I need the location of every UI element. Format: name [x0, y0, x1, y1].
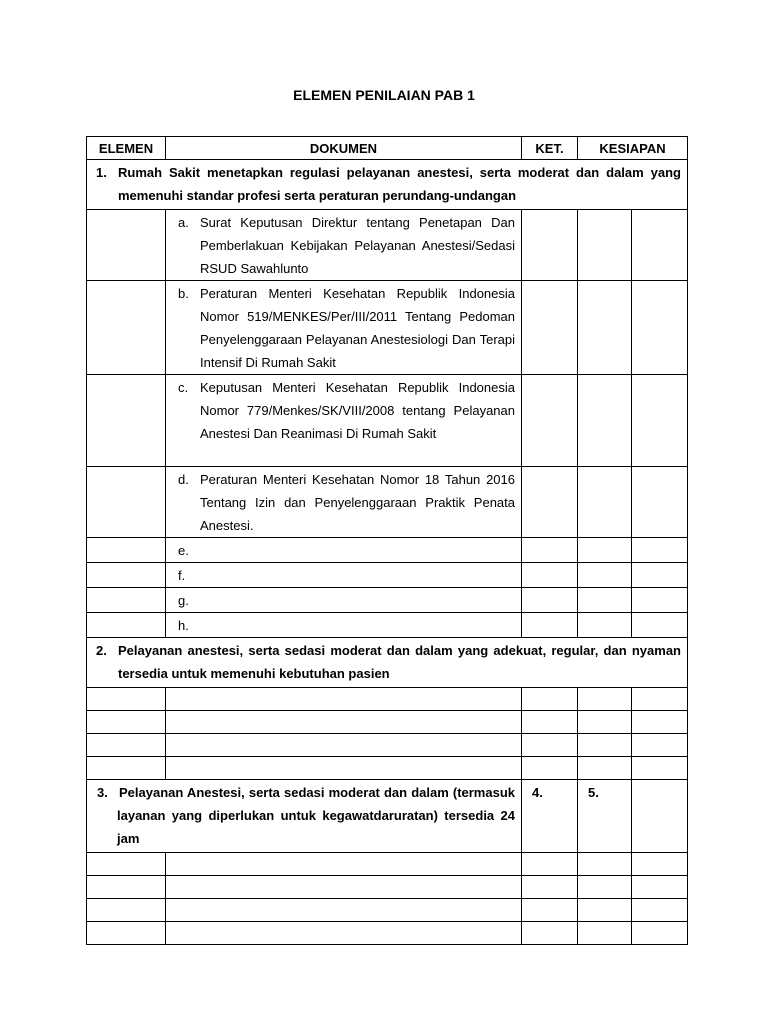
header-dokumen: DOKUMEN	[166, 137, 522, 160]
section-3-kesiapan: 5.	[578, 780, 632, 853]
document-row-g	[87, 588, 688, 613]
document-text: Peraturan Menteri Kesehatan Nomor 18 Tahun 2016 Tentang Izin dan Penyelenggaraan Praktik Penata Anestesi.	[200, 472, 515, 533]
empty-row	[87, 688, 688, 711]
section-3-cell	[87, 780, 522, 853]
empty-row	[87, 757, 688, 780]
document-letter: h.	[178, 618, 189, 633]
empty-row	[87, 876, 688, 899]
document-letter: e.	[178, 543, 189, 558]
header-row	[87, 137, 688, 160]
empty-row	[87, 899, 688, 922]
document-text: Peraturan Menteri Kesehatan Republik Indonesia Nomor 519/MENKES/Per/III/2011 Tentang Pedoman Penyelenggaraan Pelayanan Anestesiologi Dan Terapi Intensif Di Rumah Sakit	[200, 286, 515, 370]
document-text	[200, 589, 515, 612]
document-row-b	[87, 281, 688, 375]
assessment-table	[86, 136, 688, 945]
document-text: Surat Keputusan Direktur tentang Penetapan Dan Pemberlakuan Kebijakan Pelayanan Anestesi/Sedasi RSUD Sawahlunto	[200, 215, 515, 276]
document-row-c	[87, 375, 688, 467]
document-letter: d.	[178, 472, 189, 487]
header-kesiapan: KESIAPAN	[578, 137, 688, 160]
document-row-e	[87, 538, 688, 563]
document-letter: b.	[178, 286, 189, 301]
section-2-row	[87, 638, 688, 688]
section-1-row	[87, 160, 688, 210]
document-row-f	[87, 563, 688, 588]
document-row-h	[87, 613, 688, 638]
document-letter: f.	[178, 568, 186, 583]
document-text	[200, 564, 515, 587]
section-1-number: 1.	[96, 165, 107, 180]
empty-row	[87, 711, 688, 734]
section-1-text: Rumah Sakit menetapkan regulasi pelayanan anestesi, serta moderat dan dalam yang memenuhi standar profesi serta peraturan perundang-undangan	[118, 165, 681, 203]
document-letter: a.	[178, 215, 189, 230]
page-title: ELEMEN PENILAIAN PAB 1	[293, 87, 475, 103]
document-text	[200, 539, 515, 562]
section-3-number: 3.	[97, 785, 108, 800]
document-letter: c.	[178, 380, 189, 395]
empty-row	[87, 853, 688, 876]
header-elemen: ELEMEN	[87, 137, 166, 160]
empty-row	[87, 922, 688, 945]
header-ket: KET.	[522, 137, 578, 160]
section-1-cell	[87, 160, 688, 210]
document-text: Keputusan Menteri Kesehatan Republik Indonesia Nomor 779/Menkes/SK/VIII/2008 tentang Pelayanan Anestesi Dan Reanimasi Di Rumah Sakit	[200, 380, 515, 441]
section-3-text: Pelayanan Anestesi, serta sedasi moderat dan dalam (termasuk layanan yang diperlukan untuk kegawatdaruratan) tersedia 24 jam	[117, 785, 515, 846]
document-letter: g.	[178, 593, 189, 608]
section-3-ket: 4.	[522, 780, 578, 853]
section-2-text: Pelayanan anestesi, serta sedasi moderat dan dalam yang adekuat, regular, dan nyaman tersedia untuk memenuhi kebutuhan pasien	[118, 643, 681, 681]
document-row-a	[87, 210, 688, 281]
empty-row	[87, 734, 688, 757]
section-2-number: 2.	[96, 643, 107, 658]
section-3-row	[87, 780, 688, 853]
section-2-cell	[87, 638, 688, 688]
document-text	[200, 614, 515, 637]
document-row-d	[87, 467, 688, 538]
